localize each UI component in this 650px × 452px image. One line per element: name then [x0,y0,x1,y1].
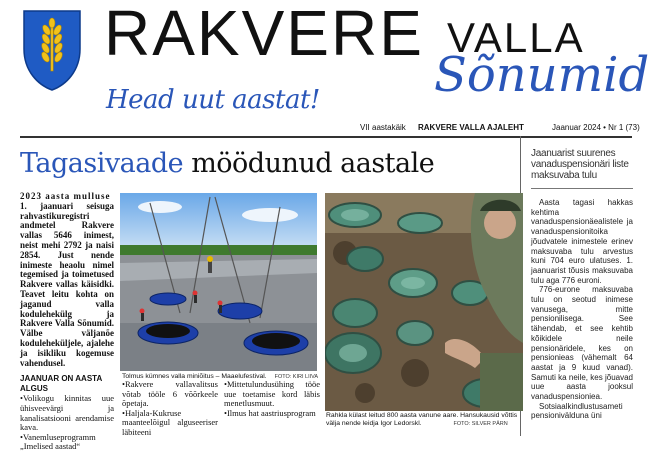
photo2-caption [326,412,517,428]
side-paragraph: 776-eurone maksuvaba tulu on seotud inimese vanusega, mitte pensionilisega. See tähendab, et see kehtib kõikidele neile pensionäridele, kes on pensionieas (vähemalt 64 aastat ja 9 kuud vanad). Samuti ka neile, kes jõuavad uue aasta jooksul vanaduspensioniea. [531,285,633,402]
bullet-item: •Volikogu kinnitas uue ühisveevärgi ja kanalisatsiooni arendamise kava. [20,393,114,433]
bullet-item: •Vanemluseprogramm „Imelised aastad“ [20,431,96,452]
paper-name: RAKVERE VALLA AJALEHT [418,123,524,132]
new-year-greeting: Head uut aastat! [106,85,320,115]
headline-part2: möödunud aastale [191,148,435,179]
side-article-divider [531,188,633,189]
bullet-list-mid2 [224,380,320,418]
main-article-lead [20,192,114,452]
lead-first-line: 2023 aasta mulluse [20,191,111,201]
side-article-headline[interactable]: Jaanuarist suurenes vanaduspensionäri liste maksuvaba tulu [531,148,629,181]
bullet-item: •Mittetulundusühing tööe uue toetamise kord läbis menetlusmuut. [224,379,320,409]
side-paragraph: Aasta tagasi hakkas kehtima vanaduspensionäealistele ja vanaduspensionitoika jõudvatele inimestele erinev maksuvaba tulu arvestus kuni 704 euro ulatuses. 1. jaanuarist tõusis maksuvaba tulu aga 776 euroni. [531,198,633,285]
main-headline[interactable] [20,144,434,184]
masthead-title-valla: VALLA [447,14,585,61]
bullet-item: •Haljala-Kukruse maanteelõigul alguseeriser läbiteeni [122,407,218,437]
section-subhead: JAANUAR ON AASTA ALGUS [20,374,102,394]
treasure-photo[interactable] [325,193,523,411]
side-paragraph: Sotsiaalkindlustusameti pensionivälduna üni [531,401,623,421]
masthead-title-sonumid: Sõnumid [434,47,650,103]
coat-of-arms-icon [22,9,82,92]
photo2-caption-line1: Rahkla külast leitud 800 aasta vanune aare. Hansukausid võttis [326,412,518,419]
lead-paragraph: 1. jaanuari seisuga rahvastikuregistri andmetel Rakvere vallas 5646 inimest, neist mehi 2792 ja naisi 2854. Just nende inimeste heaolu nimel tegemised ja toimetused Rakvere vallas käisidki. Teavet leitu kohta on jaganud valla kodulehekülg ja Rakvere Valla Sõnumid. Välbe väljanõe koduleheküljele, ajalehe ja isikliku kogemuse vahendusel. [20,200,114,368]
bullet-item: •Ilmus hat aastriusprogram [224,407,316,418]
photo2-credit: FOTO: SILVER PÄRN [453,421,508,427]
bullet-list-mid1 [122,380,218,438]
masthead-divider [20,136,632,138]
headline-part1: Tagasivaade [20,148,184,179]
festival-photo[interactable] [120,193,317,371]
masthead-title-rakvere: RAKVERE [104,0,424,69]
issue-date: Jaanuar 2024 • Nr 1 (73) [552,123,640,132]
photo1-caption-text: Tolmus kümnes valla miniõitus – Maaelufestival. [122,373,267,380]
bullet-item: •Rakvere vallavalitsus võtab tööle 6 võõrkeele õpetaja. [122,379,218,409]
issue-volume: VII aastakäik [360,123,406,132]
photo1-credit: FOTO: KIRI LIIVA [274,374,319,380]
side-article-body [531,198,633,421]
photo2-caption-line2: välja nende leidja Igor Ledorskl. [326,420,422,427]
